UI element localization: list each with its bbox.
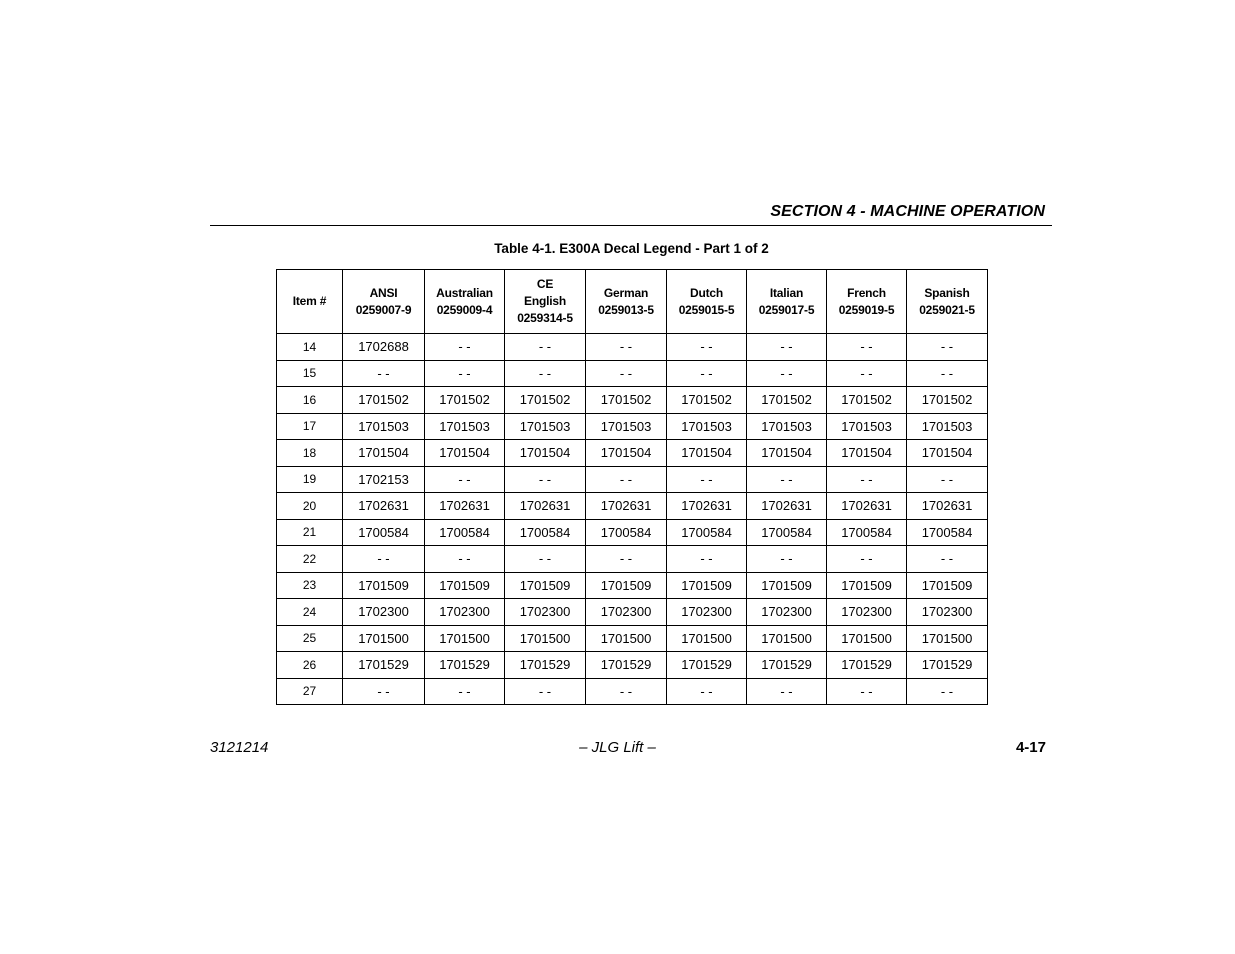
- column-header: [343, 270, 425, 334]
- decal-part-cell: 1702688: [343, 334, 425, 361]
- decal-part-cell: - -: [425, 678, 505, 705]
- column-header-line: English: [524, 294, 566, 308]
- decal-part-cell: 1701529: [907, 652, 988, 679]
- column-header-line: 0259314-5: [517, 311, 573, 325]
- decal-part-cell: - -: [667, 334, 747, 361]
- decal-legend-table: [276, 269, 988, 705]
- decal-part-cell: 1701529: [747, 652, 827, 679]
- decal-part-cell: 1701504: [586, 440, 667, 467]
- footer-brand: – JLG Lift –: [579, 739, 656, 756]
- decal-part-cell: 1701529: [505, 652, 586, 679]
- column-header-line: German: [603, 285, 649, 300]
- decal-part-cell: 1700584: [505, 519, 586, 546]
- decal-part-cell: 1701504: [747, 440, 827, 467]
- decal-part-cell: 1702300: [343, 599, 425, 626]
- column-header: [586, 270, 667, 334]
- item-number-cell: 22: [277, 546, 343, 573]
- decal-part-cell: 1701509: [907, 572, 988, 599]
- decal-part-cell: 1702300: [667, 599, 747, 626]
- decal-part-cell: 1701502: [747, 387, 827, 414]
- decal-part-cell: 1701509: [425, 572, 505, 599]
- decal-part-cell: 1701509: [827, 572, 907, 599]
- table-row: [277, 493, 988, 520]
- decal-part-cell: - -: [827, 334, 907, 361]
- table-row: [277, 387, 988, 414]
- table-row: [277, 360, 988, 387]
- column-header-line: Italian: [769, 285, 804, 300]
- decal-part-cell: 1702300: [425, 599, 505, 626]
- column-header: [827, 270, 907, 334]
- decal-part-cell: 1701500: [343, 625, 425, 652]
- decal-part-cell: 1701502: [586, 387, 667, 414]
- decal-part-cell: 1700584: [425, 519, 505, 546]
- table-row: [277, 652, 988, 679]
- table-row: [277, 625, 988, 652]
- decal-part-cell: 1700584: [827, 519, 907, 546]
- decal-part-cell: 1701500: [827, 625, 907, 652]
- decal-part-cell: - -: [667, 466, 747, 493]
- decal-part-cell: 1701500: [505, 625, 586, 652]
- decal-part-cell: - -: [586, 678, 667, 705]
- decal-part-cell: - -: [667, 360, 747, 387]
- item-number-cell: 25: [277, 625, 343, 652]
- decal-part-cell: 1701503: [425, 413, 505, 440]
- column-header: [277, 270, 343, 334]
- decal-part-cell: 1701502: [425, 387, 505, 414]
- decal-part-cell: 1701529: [343, 652, 425, 679]
- decal-part-cell: 1701509: [667, 572, 747, 599]
- decal-part-cell: 1700584: [586, 519, 667, 546]
- decal-part-cell: 1701502: [343, 387, 425, 414]
- table-body: [277, 334, 988, 705]
- decal-part-cell: 1701502: [505, 387, 586, 414]
- column-header-line: 0259009-4: [436, 302, 493, 317]
- decal-part-cell: - -: [827, 678, 907, 705]
- column-header-line: 0259007-9: [355, 302, 412, 317]
- decal-part-cell: - -: [586, 546, 667, 573]
- table-row: [277, 440, 988, 467]
- decal-part-cell: 1701504: [425, 440, 505, 467]
- table-caption: Table 4-1. E300A Decal Legend - Part 1 of 2: [494, 241, 769, 256]
- decal-part-cell: 1700584: [747, 519, 827, 546]
- decal-part-cell: 1702631: [747, 493, 827, 520]
- item-number-cell: 19: [277, 466, 343, 493]
- decal-part-cell: 1701503: [907, 413, 988, 440]
- decal-part-cell: 1701503: [343, 413, 425, 440]
- decal-part-cell: 1701500: [667, 625, 747, 652]
- decal-part-cell: - -: [667, 546, 747, 573]
- decal-part-cell: - -: [586, 360, 667, 387]
- decal-part-cell: 1701503: [827, 413, 907, 440]
- column-header-line: French: [847, 285, 886, 300]
- decal-part-cell: 1702300: [747, 599, 827, 626]
- decal-part-cell: 1702300: [586, 599, 667, 626]
- decal-part-cell: - -: [907, 360, 988, 387]
- column-header-line: CE: [536, 277, 554, 291]
- table-row: [277, 413, 988, 440]
- item-number-cell: 21: [277, 519, 343, 546]
- decal-part-cell: 1701500: [586, 625, 667, 652]
- column-header-line: Dutch: [690, 285, 723, 300]
- decal-part-cell: - -: [343, 678, 425, 705]
- decal-part-cell: - -: [667, 678, 747, 705]
- decal-part-cell: 1701529: [827, 652, 907, 679]
- decal-part-cell: - -: [747, 546, 827, 573]
- decal-part-cell: 1701502: [827, 387, 907, 414]
- decal-part-cell: 1702631: [425, 493, 505, 520]
- table-row: [277, 599, 988, 626]
- column-header-line: 0259013-5: [598, 302, 654, 317]
- column-header-line: Spanish: [924, 285, 970, 300]
- column-header-line: 0259015-5: [678, 302, 735, 317]
- column-header: [747, 270, 827, 334]
- decal-part-cell: 1701509: [747, 572, 827, 599]
- decal-part-cell: - -: [343, 546, 425, 573]
- column-header: [907, 270, 988, 334]
- decal-part-cell: - -: [747, 334, 827, 361]
- decal-part-cell: 1702153: [343, 466, 425, 493]
- decal-part-cell: 1702300: [505, 599, 586, 626]
- decal-part-cell: 1702631: [827, 493, 907, 520]
- footer-doc-number: 3121214: [210, 739, 269, 756]
- column-header: [425, 270, 505, 334]
- decal-part-cell: 1701504: [907, 440, 988, 467]
- decal-part-cell: - -: [827, 546, 907, 573]
- decal-part-cell: 1701502: [667, 387, 747, 414]
- decal-part-cell: - -: [747, 678, 827, 705]
- item-number-cell: 18: [277, 440, 343, 467]
- decal-part-cell: - -: [827, 360, 907, 387]
- decal-part-cell: 1702300: [907, 599, 988, 626]
- decal-part-cell: 1701529: [667, 652, 747, 679]
- decal-part-cell: - -: [907, 546, 988, 573]
- decal-part-cell: - -: [425, 546, 505, 573]
- decal-part-cell: 1701500: [425, 625, 505, 652]
- decal-part-cell: 1701504: [343, 440, 425, 467]
- column-header-line: 0259017-5: [758, 302, 815, 317]
- item-number-cell: 27: [277, 678, 343, 705]
- decal-part-cell: - -: [425, 466, 505, 493]
- decal-part-cell: 1701500: [907, 625, 988, 652]
- item-number-cell: 16: [277, 387, 343, 414]
- table-row: [277, 546, 988, 573]
- decal-part-cell: 1701502: [907, 387, 988, 414]
- decal-part-cell: 1701503: [586, 413, 667, 440]
- table-row: [277, 572, 988, 599]
- decal-part-cell: 1701504: [667, 440, 747, 467]
- column-header-line: 0259021-5: [919, 302, 975, 317]
- decal-part-cell: - -: [343, 360, 425, 387]
- decal-part-cell: - -: [505, 546, 586, 573]
- table-header-row: [277, 270, 988, 334]
- decal-part-cell: 1701503: [667, 413, 747, 440]
- decal-part-cell: - -: [907, 678, 988, 705]
- table-row: [277, 466, 988, 493]
- decal-part-cell: - -: [747, 360, 827, 387]
- decal-part-cell: - -: [425, 334, 505, 361]
- decal-part-cell: 1701529: [586, 652, 667, 679]
- decal-part-cell: 1702631: [667, 493, 747, 520]
- item-number-cell: 23: [277, 572, 343, 599]
- item-number-cell: 20: [277, 493, 343, 520]
- section-title: SECTION 4 - MACHINE OPERATION: [770, 203, 1045, 220]
- decal-part-cell: 1700584: [907, 519, 988, 546]
- item-number-cell: 24: [277, 599, 343, 626]
- table-row: [277, 678, 988, 705]
- decal-part-cell: - -: [586, 466, 667, 493]
- decal-part-cell: 1701529: [425, 652, 505, 679]
- decal-part-cell: 1701503: [747, 413, 827, 440]
- decal-part-cell: 1702631: [343, 493, 425, 520]
- decal-part-cell: 1701509: [505, 572, 586, 599]
- item-number-cell: 15: [277, 360, 343, 387]
- column-header: [505, 270, 586, 334]
- decal-part-cell: 1702631: [907, 493, 988, 520]
- column-header-line: 0259019-5: [838, 302, 895, 317]
- decal-part-cell: 1702631: [505, 493, 586, 520]
- column-header-line: ANSI: [369, 285, 398, 300]
- table-row: [277, 334, 988, 361]
- decal-part-cell: - -: [827, 466, 907, 493]
- section-header: [210, 200, 1052, 226]
- column-header-line: Australian: [436, 285, 493, 300]
- decal-part-cell: - -: [505, 360, 586, 387]
- footer-page-number: 4-17: [1015, 739, 1046, 756]
- column-header: [667, 270, 747, 334]
- column-header-line: Item #: [292, 294, 327, 308]
- decal-part-cell: - -: [505, 334, 586, 361]
- item-number-cell: 17: [277, 413, 343, 440]
- item-number-cell: 14: [277, 334, 343, 361]
- decal-part-cell: 1702631: [586, 493, 667, 520]
- decal-part-cell: - -: [747, 466, 827, 493]
- decal-part-cell: 1701500: [747, 625, 827, 652]
- decal-part-cell: 1701503: [505, 413, 586, 440]
- decal-part-cell: 1701504: [505, 440, 586, 467]
- decal-part-cell: - -: [425, 360, 505, 387]
- item-number-cell: 26: [277, 652, 343, 679]
- decal-part-cell: - -: [505, 678, 586, 705]
- decal-part-cell: - -: [907, 334, 988, 361]
- decal-part-cell: 1702300: [827, 599, 907, 626]
- decal-part-cell: 1700584: [667, 519, 747, 546]
- decal-part-cell: - -: [586, 334, 667, 361]
- decal-part-cell: 1701509: [343, 572, 425, 599]
- decal-part-cell: 1700584: [343, 519, 425, 546]
- table-row: [277, 519, 988, 546]
- decal-part-cell: - -: [907, 466, 988, 493]
- decal-part-cell: 1701504: [827, 440, 907, 467]
- decal-part-cell: - -: [505, 466, 586, 493]
- decal-part-cell: 1701509: [586, 572, 667, 599]
